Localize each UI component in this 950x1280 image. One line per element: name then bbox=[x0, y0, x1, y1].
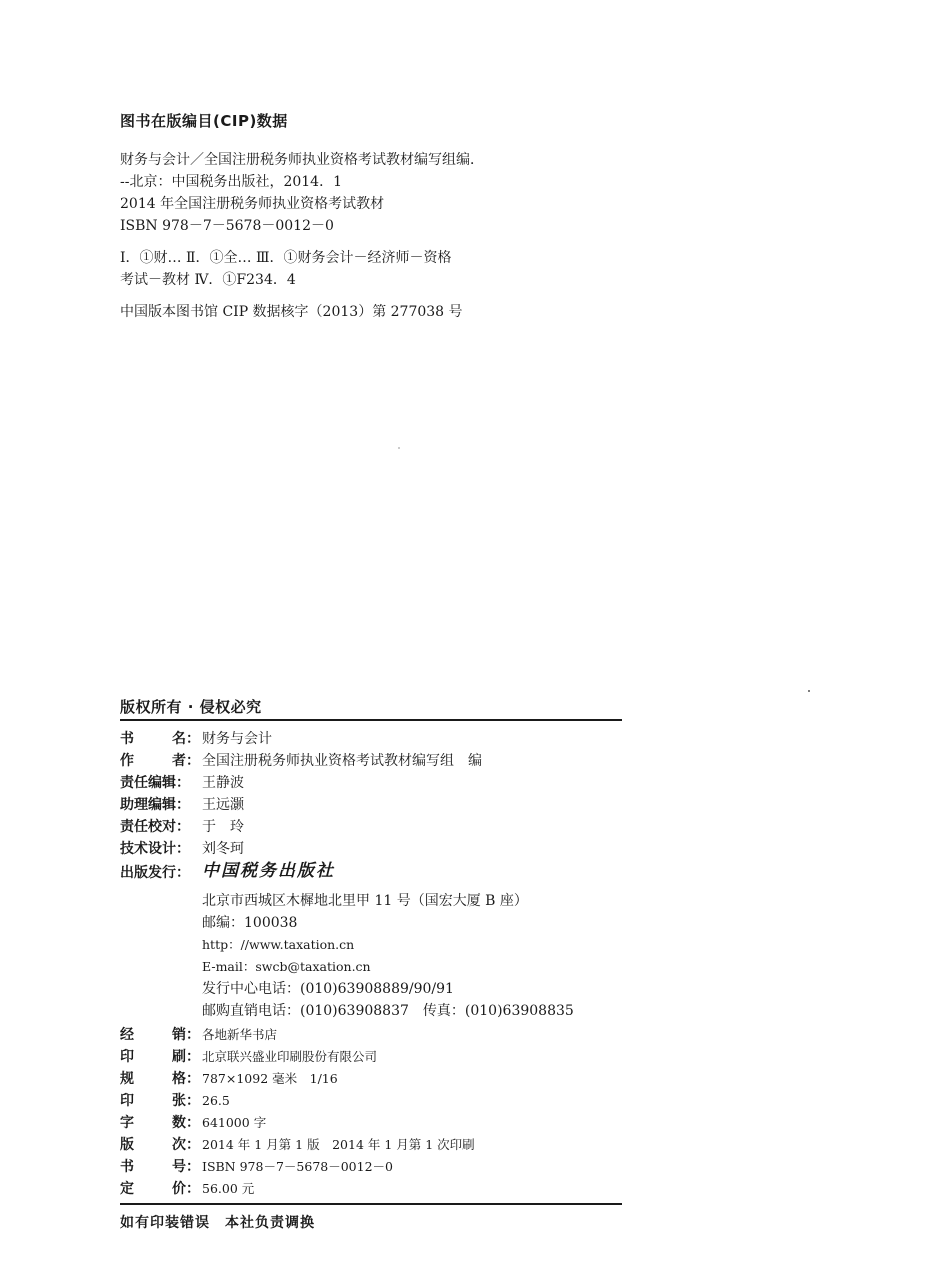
field-label: 助理编辑： bbox=[120, 797, 190, 813]
cip-record-number: 中国版本图书馆 CIP 数据核字（2013）第 277038 号 bbox=[120, 304, 463, 320]
field-value: 全国注册税务师执业资格考试教材编写组 编 bbox=[202, 753, 482, 769]
rights-heading: 版权所有 · 侵权必究 bbox=[120, 698, 262, 716]
field-label: 规 格： bbox=[120, 1071, 200, 1087]
field-label: 责任编辑： bbox=[120, 775, 190, 791]
distribution-phone: 发行中心电话：(010)63908889/90/91 bbox=[202, 981, 454, 997]
field-label: 印 张： bbox=[120, 1093, 200, 1109]
field-label: 书 名： bbox=[120, 731, 200, 747]
field-value: 各地新华书店 bbox=[202, 1027, 278, 1042]
top-rule bbox=[120, 719, 622, 721]
field-label: 技术设计： bbox=[120, 841, 190, 857]
field-label: 字 数： bbox=[120, 1115, 200, 1131]
field-label: 出版发行： bbox=[120, 865, 190, 881]
field-value: 财务与会计 bbox=[202, 731, 272, 747]
cip-publisher-line: --北京：中国税务出版社，2014．1 bbox=[120, 174, 342, 190]
cip-heading: 图书在版编目(CIP)数据 bbox=[120, 112, 288, 130]
publisher-address: 北京市西城区木樨地北里甲 11 号（国宏大厦 B 座） bbox=[202, 893, 528, 909]
field-label: 印 刷： bbox=[120, 1049, 200, 1065]
mail-order-phone: 邮购直销电话：(010)63908837 传真：(010)63908835 bbox=[202, 1003, 574, 1019]
field-label: 定 价： bbox=[120, 1181, 200, 1197]
cip-isbn-line: ISBN 978－7－5678－0012－0 bbox=[120, 218, 334, 234]
field-label: 作 者： bbox=[120, 753, 200, 769]
bottom-rule bbox=[120, 1203, 622, 1205]
field-label: 责任校对： bbox=[120, 819, 190, 835]
cip-subject-line-1: Ⅰ．①财… Ⅱ．①全… Ⅲ．①财务会计－经济师－资格 bbox=[120, 250, 452, 266]
publisher-website: http：//www.taxation.cn bbox=[202, 937, 355, 952]
field-label: 版 次： bbox=[120, 1137, 200, 1153]
field-value: 787×1092 毫米 1/16 bbox=[202, 1071, 338, 1086]
field-value: 于 玲 bbox=[202, 819, 244, 835]
field-value: 2014 年 1 月第 1 版 2014 年 1 月第 1 次印刷 bbox=[202, 1137, 475, 1152]
cip-subject-line-2: 考试－教材 Ⅳ．①F234．4 bbox=[120, 272, 296, 288]
publisher-logo-text bbox=[202, 860, 335, 883]
field-value: 王静波 bbox=[202, 775, 244, 791]
field-label: 书 号： bbox=[120, 1159, 200, 1175]
field-value: 641000 字 bbox=[202, 1115, 267, 1130]
publisher-postcode: 邮编：100038 bbox=[202, 915, 298, 931]
field-value: 刘冬珂 bbox=[202, 841, 244, 857]
scan-speck bbox=[398, 447, 400, 449]
publisher-name: 中国税务出版社 bbox=[202, 861, 335, 881]
field-value: 56.00 元 bbox=[202, 1181, 255, 1196]
cip-title-line: 财务与会计／全国注册税务师执业资格考试教材编写组编． bbox=[120, 152, 484, 168]
publisher-email: E-mail：swcb@taxation.cn bbox=[202, 959, 371, 974]
field-value: 北京联兴盛业印刷股份有限公司 bbox=[202, 1049, 378, 1064]
field-value: ISBN 978－7－5678－0012－0 bbox=[202, 1159, 393, 1174]
cip-series-line: 2014 年全国注册税务师执业资格考试教材 bbox=[120, 196, 385, 212]
scan-speck bbox=[808, 690, 810, 692]
field-value: 王远灏 bbox=[202, 797, 244, 813]
field-value: 26.5 bbox=[202, 1093, 230, 1108]
field-label: 经 销： bbox=[120, 1027, 200, 1043]
misprint-notice: 如有印装错误 本社负责调换 bbox=[120, 1215, 315, 1231]
